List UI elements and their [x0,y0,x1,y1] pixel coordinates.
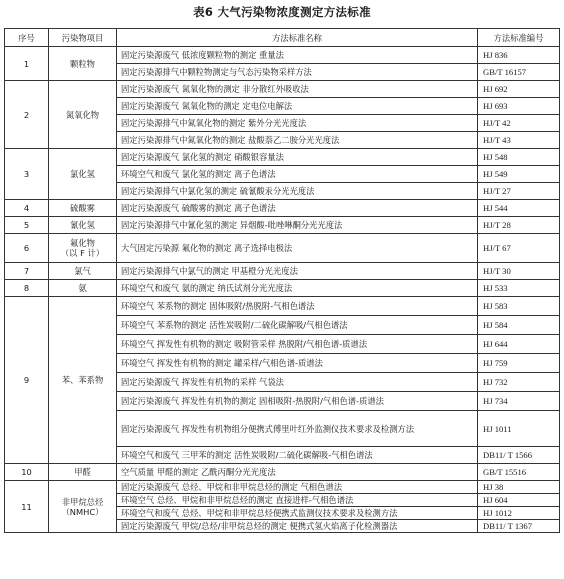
row-number: 9 [5,297,49,464]
table-row [5,149,560,166]
row-number: 4 [5,200,49,217]
method-code: HJ 1012 [478,507,560,520]
method-name: 固定污染源废气 挥发性有机物的测定 固相吸附-热脱附/气相色谱-质谱法 [117,392,478,411]
table-row [5,81,560,98]
method-name: 大气固定污染源 氟化物的测定 离子选择电极法 [117,234,478,263]
pollutant-name: （NMHC） [61,506,104,517]
method-code: HJ/T 27 [478,183,560,200]
method-name: 环境空气和废气 总烃、甲烷和非甲烷总烃便携式监测仪技术要求及检测方法 [117,507,478,520]
table-row [5,234,560,263]
header-row [5,29,560,47]
method-name: 空气质量 甲醛的测定 乙酰丙酮分光光度法 [117,464,478,481]
pollutant-cell [49,464,117,481]
pollutant-name: 苯、苯系物 [61,375,104,385]
row-number: 8 [5,280,49,297]
method-code: HJ/T 28 [478,217,560,234]
method-code: HJ 734 [478,392,560,411]
method-code: HJ 583 [478,297,560,316]
method-name: 环境空气 苯系物的测定 活性炭吸附/二硫化碳解吸/气相色谱法 [117,316,478,335]
table-row [5,217,560,234]
pollutant-name: 氯气 [74,266,91,276]
method-code: HJ 584 [478,316,560,335]
pollutant-cell [49,481,117,533]
pollutant-name: 甲醛 [74,467,91,477]
method-name: 固定污染源废气 挥发性有机物组分便携式傅里叶红外监测仪技术要求及检测方法 [117,411,478,447]
method-name: 固定污染源废气 总烃、甲烷和非甲烷总烃的测定 气相色谱法 [117,481,478,494]
pollutant-cell [49,263,117,280]
table-body [5,47,560,533]
row-number: 6 [5,234,49,263]
row-number: 5 [5,217,49,234]
pollutant-name: 氯化氢 [70,169,95,179]
method-name: 固定污染源排气中颗粒物测定与气态污染物采样方法 [117,64,478,81]
method-code: HJ 1011 [478,411,560,447]
method-name: 固定污染源排气中氯气的测定 甲基橙分光光度法 [117,263,478,280]
method-name: 环境空气 苯系物的测定 固体吸附/热脱附-气相色谱法 [117,297,478,316]
pollutant-cell [49,280,117,297]
method-name: 环境空气 总烃、甲烷和非甲烷总烃的测定 直接进样-气相色谱法 [117,494,478,507]
table-title: 表6 大气污染物浓度测定方法标准 [193,5,371,19]
table-row [5,481,560,494]
header-no: 序号 [5,29,49,47]
method-code: DB11/ T 1566 [478,447,560,464]
method-name: 环境空气 挥发性有机物的测定 罐采样/气相色谱-质谱法 [117,354,478,373]
method-code: HJ 759 [478,354,560,373]
pollutant-name: 氟化物 [70,238,95,248]
method-name: 固定污染源排气中氯化氢的测定 硫氰酸汞分光光度法 [117,183,478,200]
method-code: HJ 533 [478,280,560,297]
method-code: HJ 38 [478,481,560,494]
row-number: 1 [5,47,49,81]
method-name: 固定污染源废气 氮氧化物的测定 定电位电解法 [117,98,478,115]
pollutant-cell [49,149,117,200]
pollutant-cell [49,297,117,464]
method-code: HJ 693 [478,98,560,115]
method-code: DB11/ T 1367 [478,520,560,533]
pollutant-cell [49,81,117,149]
method-code: HJ 732 [478,373,560,392]
method-name: 环境空气和废气 氯化氢的测定 离子色谱法 [117,166,478,183]
header-method-name: 方法标准名称 [117,29,478,47]
method-code: HJ 836 [478,47,560,64]
row-number: 10 [5,464,49,481]
pollutant-name: （以 F 计） [60,248,105,258]
table-row [5,464,560,481]
pollutant-cell [49,234,117,263]
method-name: 固定污染源排气中氮氧化物的测定 盐酸萘乙二胺分光光度法 [117,132,478,149]
pollutant-cell [49,47,117,81]
method-code: HJ 548 [478,149,560,166]
method-code: HJ 549 [478,166,560,183]
table-row [5,297,560,316]
pollutant-name: 氮氧化物 [65,109,100,120]
method-name: 固定污染源废气 氯化氢的测定 硝酸银容量法 [117,149,478,166]
method-name: 固定污染源废气 氮氧化物的测定 非分散红外吸收法 [117,81,478,98]
row-number: 11 [5,481,49,533]
table-row [5,200,560,217]
method-name: 固定污染源废气 硫酸雾的测定 离子色谱法 [117,200,478,217]
method-code: HJ/T 67 [478,234,560,263]
pollutant-cell [49,217,117,234]
header-pollutant: 污染物项目 [49,29,117,47]
method-name: 固定污染源废气 低浓度颗粒物的测定 重量法 [117,47,478,64]
method-code: HJ 604 [478,494,560,507]
pollutant-name: 氨 [78,283,87,293]
method-code: HJ 644 [478,335,560,354]
method-code: HJ/T 43 [478,132,560,149]
pollutant-name: 颗粒物 [70,58,95,69]
method-name: 环境空气和废气 三甲苯的测定 活性炭吸附/二硫化碳解吸-气相色谱法 [117,447,478,464]
table-row [5,280,560,297]
pollutant-name: 非甲烷总烃 [61,496,104,507]
method-name: 固定污染源废气 甲烷/总烃/非甲烷总烃的测定 便携式氢火焰离子化检测器法 [117,520,478,533]
method-code: HJ/T 30 [478,263,560,280]
method-name: 固定污染源废气 挥发性有机物的采样 气袋法 [117,373,478,392]
method-code: HJ 692 [478,81,560,98]
method-name: 固定污染源排气中氮氧化物的测定 紫外分光光度法 [117,115,478,132]
method-code: GB/T 15516 [478,464,560,481]
method-code: HJ/T 42 [478,115,560,132]
method-code: GB/T 16157 [478,64,560,81]
row-number: 7 [5,263,49,280]
pollutant-name: 硫酸雾 [70,203,95,213]
table-row [5,263,560,280]
method-name: 环境空气 挥发性有机物的测定 吸附管采样 热脱附/气相色谱-质谱法 [117,335,478,354]
pollutant-cell [49,200,117,217]
standards-table [4,28,560,533]
pollutant-name: 氰化氢 [70,220,95,230]
header-method-code: 方法标准编号 [478,29,560,47]
method-name: 固定污染源排气中氰化氢的测定 异烟酸-吡唑啉酮分光光度法 [117,217,478,234]
method-code: HJ 544 [478,200,560,217]
table-row [5,47,560,64]
row-number: 2 [5,81,49,149]
method-name: 环境空气和废气 氨的测定 纳氏试剂分光光度法 [117,280,478,297]
row-number: 3 [5,149,49,200]
